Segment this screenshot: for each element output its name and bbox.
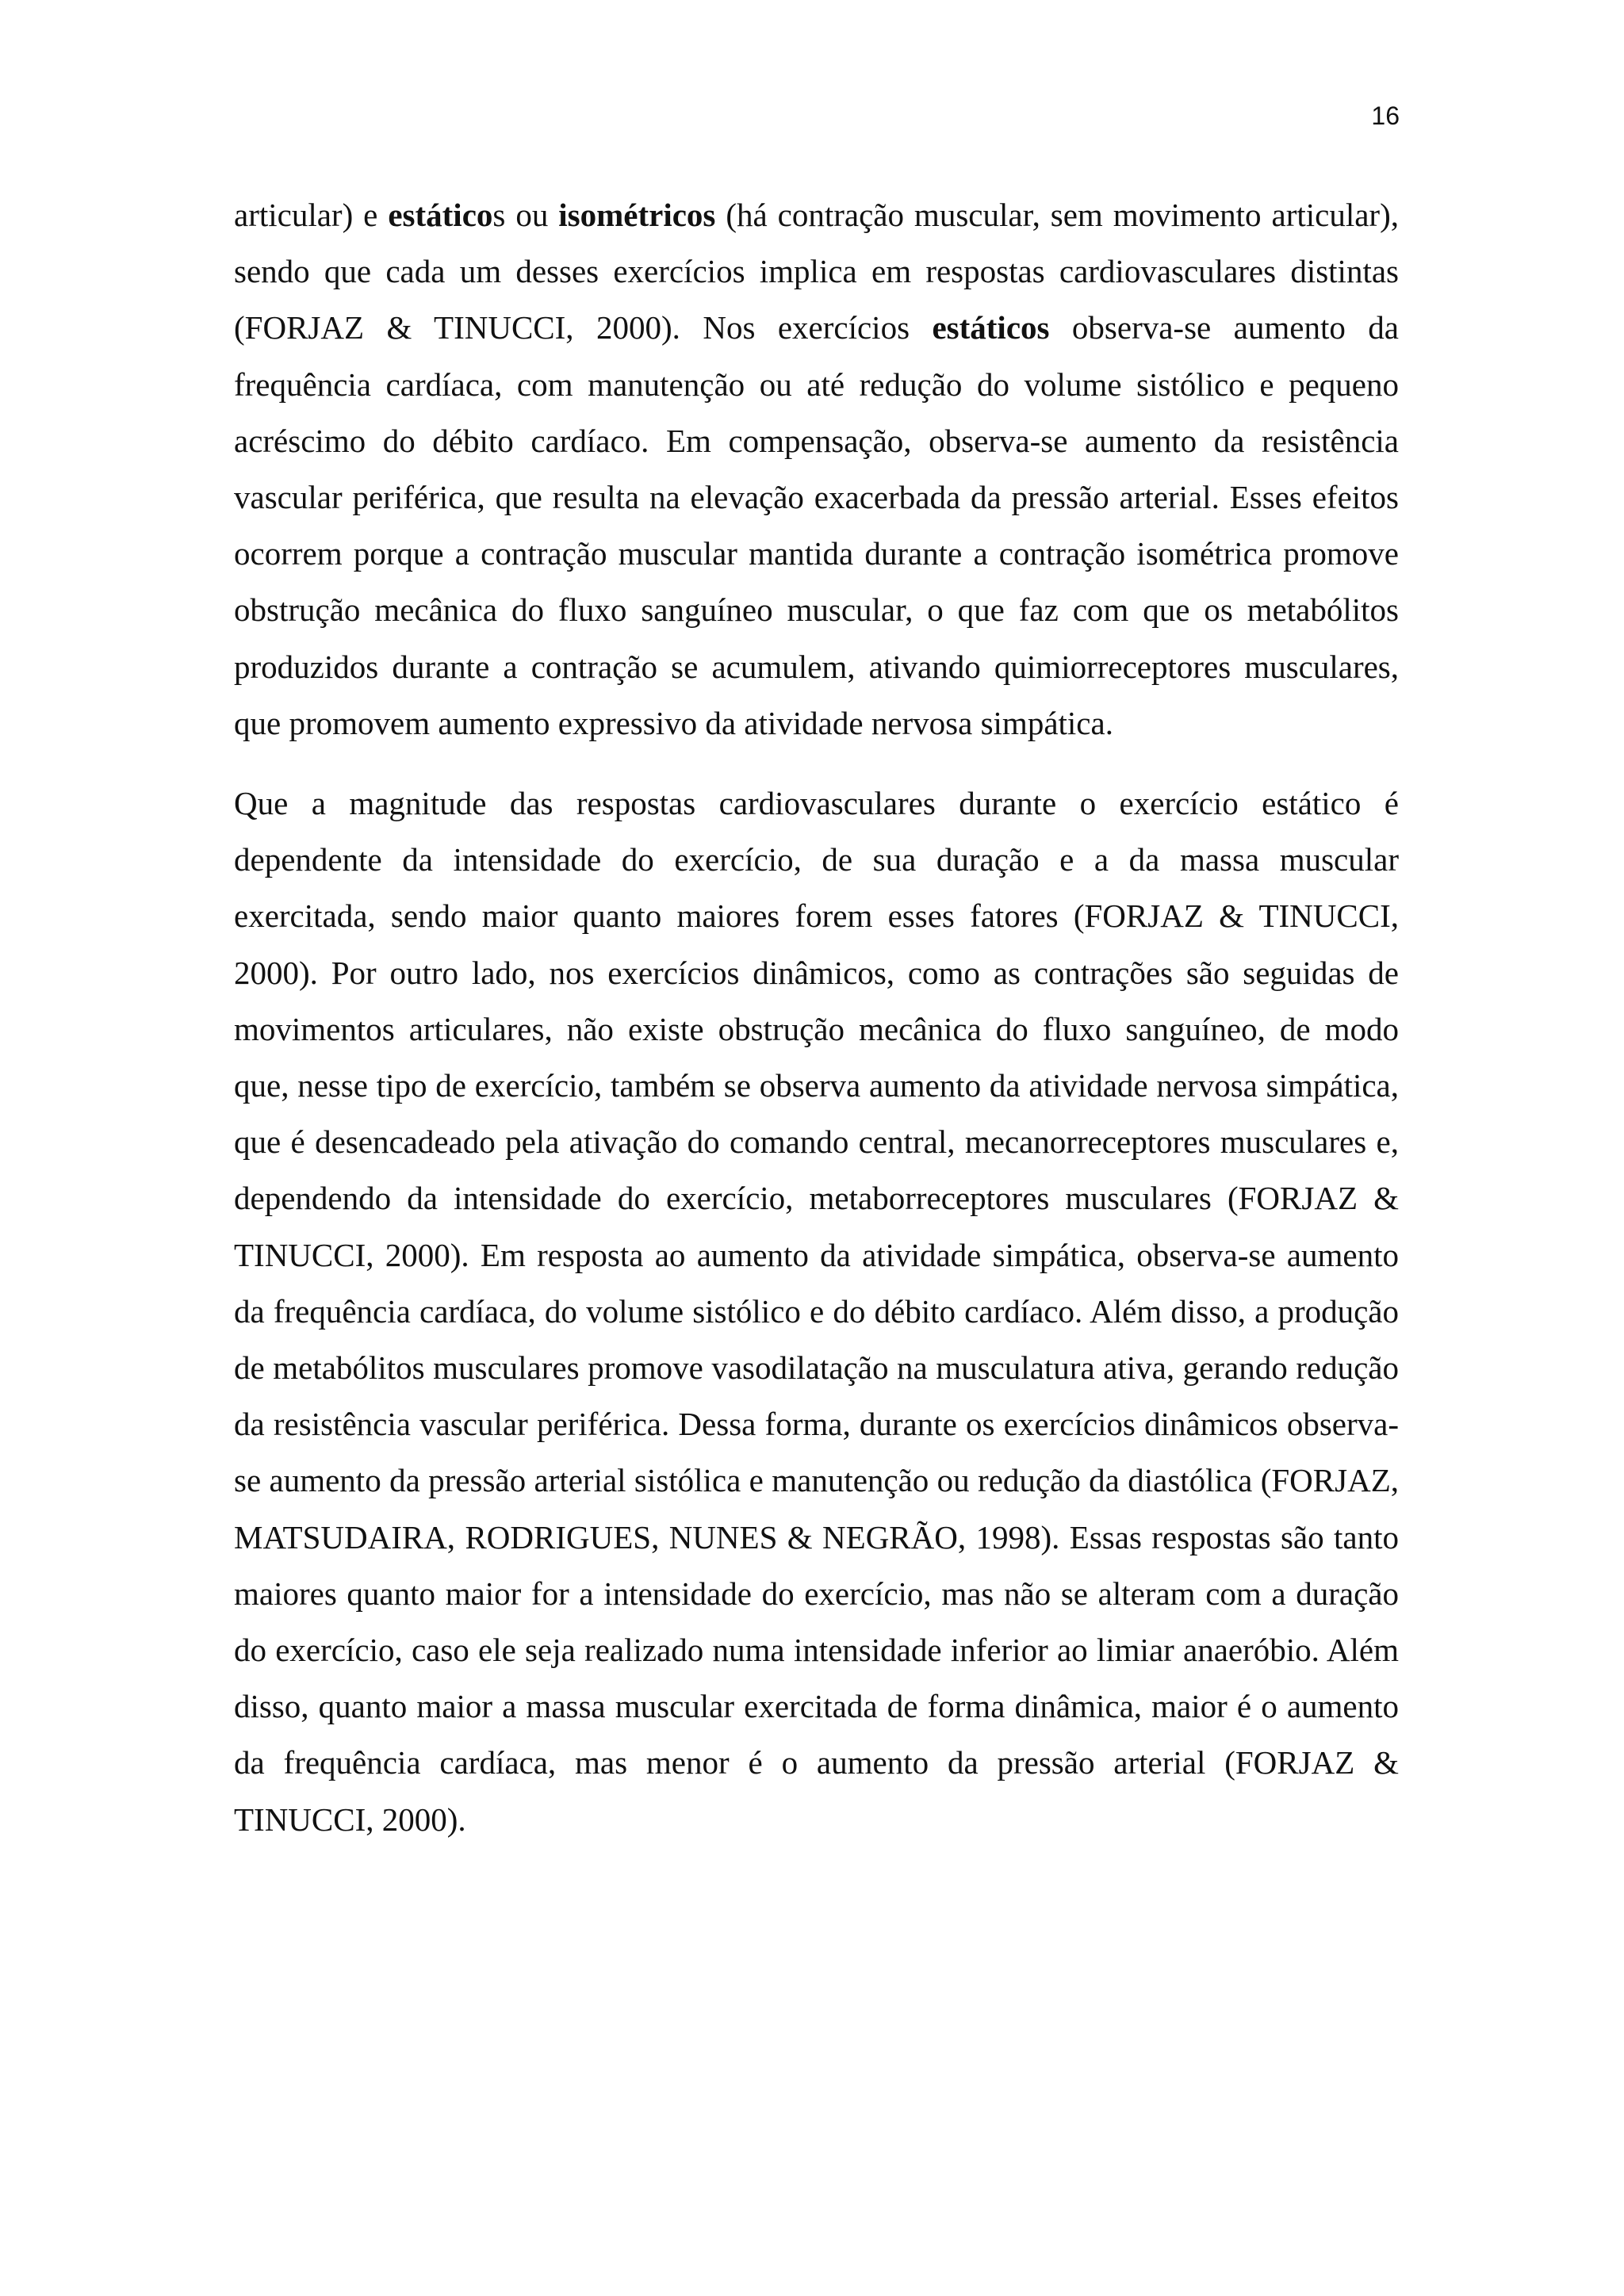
body-text [234,187,1399,1848]
text-run: Que a magnitude das respostas cardiovasculares durante o exercício estático é dependente da intensidade do exercício, de sua duração e a da massa muscular exercitada, sendo maior quanto maiores forem esses fatores (FORJAZ & TINUCCI, 2000). Por outro lado, nos exercícios dinâmicos, como as contrações são seguidas de movimentos articulares, não existe obstrução mecânica do fluxo sanguíneo, de modo que, nesse tipo de exercício, também se observa aumento da atividade nervosa simpática, que é desencadeado pela ativação do comando central, mecanorreceptores musculares e, dependendo da intensidade do exercício, metaborreceptores musculares (FORJAZ & TINUCCI, 2000). Em resposta ao aumento da atividade simpática, observa-se aumento da frequência cardíaca, do volume sistólico e do débito cardíaco. Além disso, a produção de metabólitos musculares promove vasodilatação na musculatura ativa, gerando redução da resistência vascular periférica. Dessa forma, durante os exercícios dinâmicos observa-se aumento da pressão arterial sistólica e manutenção ou redução da diastólica (FORJAZ, MATSUDAIRA, RODRIGUES, NUNES & NEGRÃO, 1998). Essas respostas são tanto maiores quanto maior for a intensidade do exercício, mas não se alteram com a duração do exercício, caso ele seja realizado numa intensidade inferior ao limiar anaeróbio. Além disso, quanto maior a massa muscular exercitada de forma dinâmica, maior é o aumento da frequência cardíaca, mas menor é o aumento da pressão arterial (FORJAZ & TINUCCI, 2000). [234,785,1399,1838]
text-run: (há contração muscular, sem movimento articular), sendo que cada um desses exercícios implica em respostas cardiovasculares distintas (FORJAZ & TINUCCI, 2000). Nos exercícios [234,197,1399,346]
page-number: 16 [1371,101,1400,130]
text-run: s ou [492,197,559,233]
bold-term: estático [388,197,493,233]
text-run: observa-se aumento da frequência cardíaca, com manutenção ou até redução do volume sistólico e pequeno acréscimo do débito cardíaco. Em compensação, observa-se aumento da resistência vascular periférica, que resulta na elevação exacerbada da pressão arterial. Esses efeitos ocorrem porque a contração muscular mantida durante a contração isométrica promove obstrução mecânica do fluxo sanguíneo muscular, o que faz com que os metabólitos produzidos durante a contração se acumulem, ativando quimiorreceptores musculares, que promovem aumento expressivo da atividade nervosa simpática. [234,309,1399,741]
text-run: articular) e [234,197,389,233]
paragraph [234,187,1399,752]
paragraph [234,775,1399,1848]
bold-term: estáticos [932,309,1050,346]
bold-term: isométricos [558,197,716,233]
